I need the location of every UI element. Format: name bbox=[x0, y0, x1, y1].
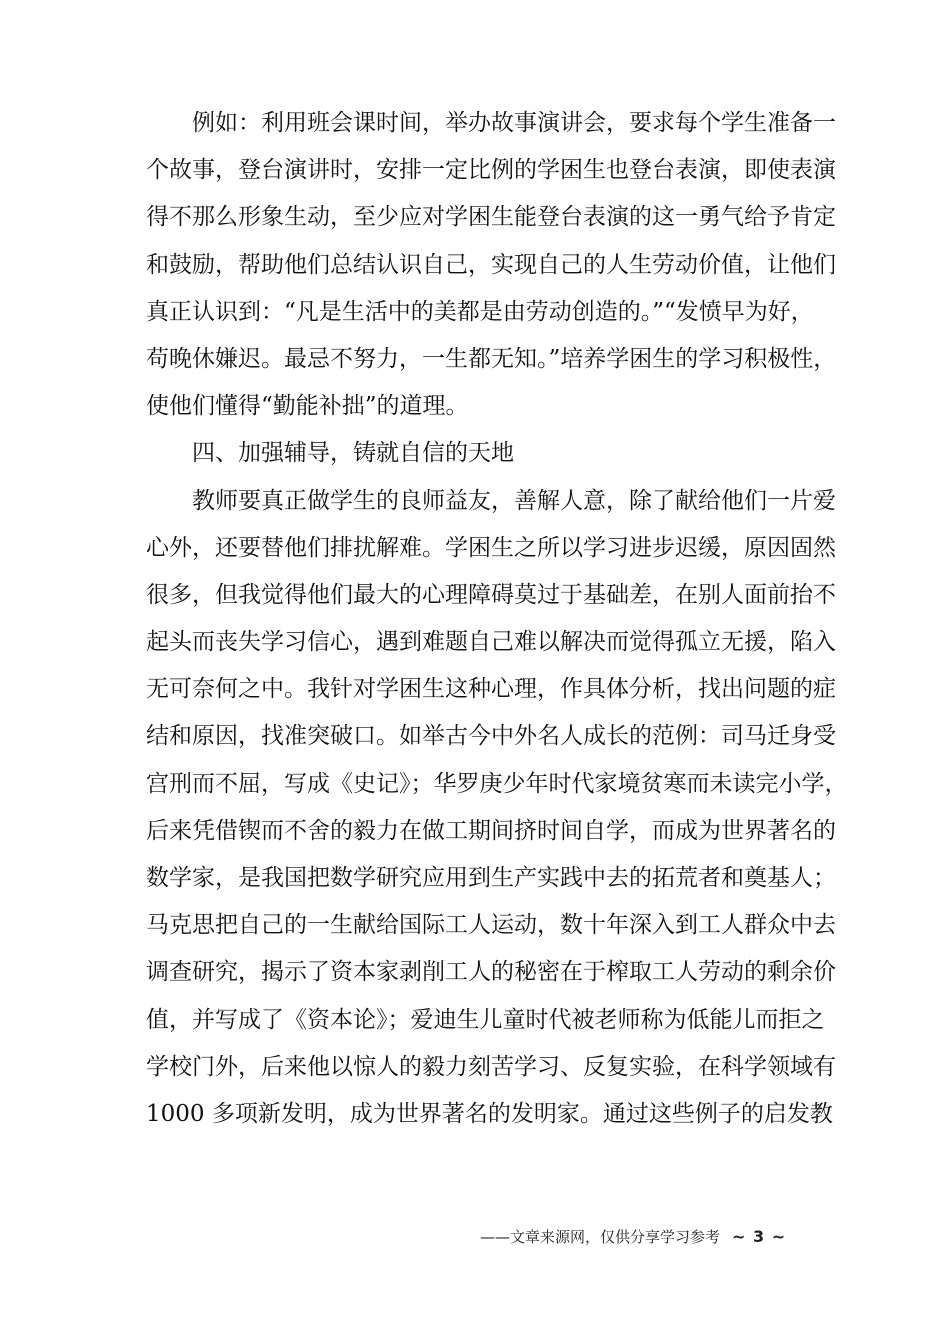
document-body bbox=[146, 100, 848, 1138]
text-line: 教师要真正做学生的良师益友，善解人意，除了献给他们一片爱 bbox=[192, 487, 836, 514]
page-footer bbox=[480, 1226, 786, 1247]
text-line: 苟晚休嫌迟。最忌不努力，一生都无知。”培养学困生的学习积极性， bbox=[146, 345, 837, 372]
text-line: 个故事，登台演讲时，安排一定比例的学困生也登台表演，即使表演 bbox=[146, 157, 836, 184]
footer-source-text: ——文章来源网，仅供分享学习参考 bbox=[480, 1228, 721, 1246]
text-line: 使他们懂得“勤能补拙”的道理。 bbox=[146, 393, 469, 420]
text-line: 后来凭借锲而不舍的毅力在做工期间挤时间自学，而成为世界著名的 bbox=[146, 817, 836, 844]
paragraph bbox=[146, 100, 837, 430]
text-line: 学校门外，后来他以惊人的毅力刻苦学习、反复实验，在科学领域有 bbox=[146, 1053, 836, 1080]
text-line: 起头而丧失学习信心，遇到难题自己难以解决而觉得孤立无援，陷入 bbox=[146, 629, 836, 656]
text-line: 心外，还要替他们排扰解难。学困生之所以学习进步迟缓，原因固然 bbox=[146, 534, 836, 561]
text-line: 结和原因，找准突破口。如举古今中外名人成长的范例：司马迁身受 bbox=[146, 723, 836, 750]
paragraph bbox=[146, 478, 848, 1139]
text-line: 宫刑而不屈，写成《史记》；华罗庚少年时代家境贫寒而未读完小学， bbox=[146, 770, 848, 797]
text-line: 无可奈何之中。我针对学困生这种心理，作具体分析，找出问题的症 bbox=[146, 676, 836, 703]
text-line: 得不那么形象生动，至少应对学困生能登台表演的这一勇气给予肯定 bbox=[146, 204, 836, 231]
text-line: 值，并写成了《资本论》；爱迪生儿童时代被老师称为低能儿而拒之 bbox=[146, 1006, 825, 1033]
text-line: 马克思把自己的一生献给国际工人运动，数十年深入到工人群众中去 bbox=[146, 912, 836, 939]
text-line: 例如：利用班会课时间，举办故事演讲会，要求每个学生准备一 bbox=[192, 110, 836, 136]
text-line: 调查研究，揭示了资本家剥削工人的秘密在于榨取工人劳动的剩余价 bbox=[146, 959, 836, 986]
text-line: 和鼓励，帮助他们总结认识自己，实现自己的人生劳动价值，让他们 bbox=[146, 251, 836, 278]
text-line: 真正认识到：“凡是生活中的美都是由劳动创造的。”“发愤早为好， bbox=[146, 298, 814, 325]
page-number: ~ 3 ~ bbox=[732, 1227, 787, 1246]
text-line: 1000 多项新发明，成为世界著名的发明家。通过这些例子的启发教 bbox=[146, 1100, 833, 1127]
paragraph bbox=[146, 430, 810, 477]
text-line: 四、加强辅导，铸就自信的天地 bbox=[192, 440, 514, 467]
text-line: 数学家，是我国把数学研究应用到生产实践中去的拓荒者和奠基人； bbox=[146, 865, 836, 891]
text-line: 很多，但我觉得他们最大的心理障碍莫过于基础差，在别人面前抬不 bbox=[146, 581, 836, 608]
